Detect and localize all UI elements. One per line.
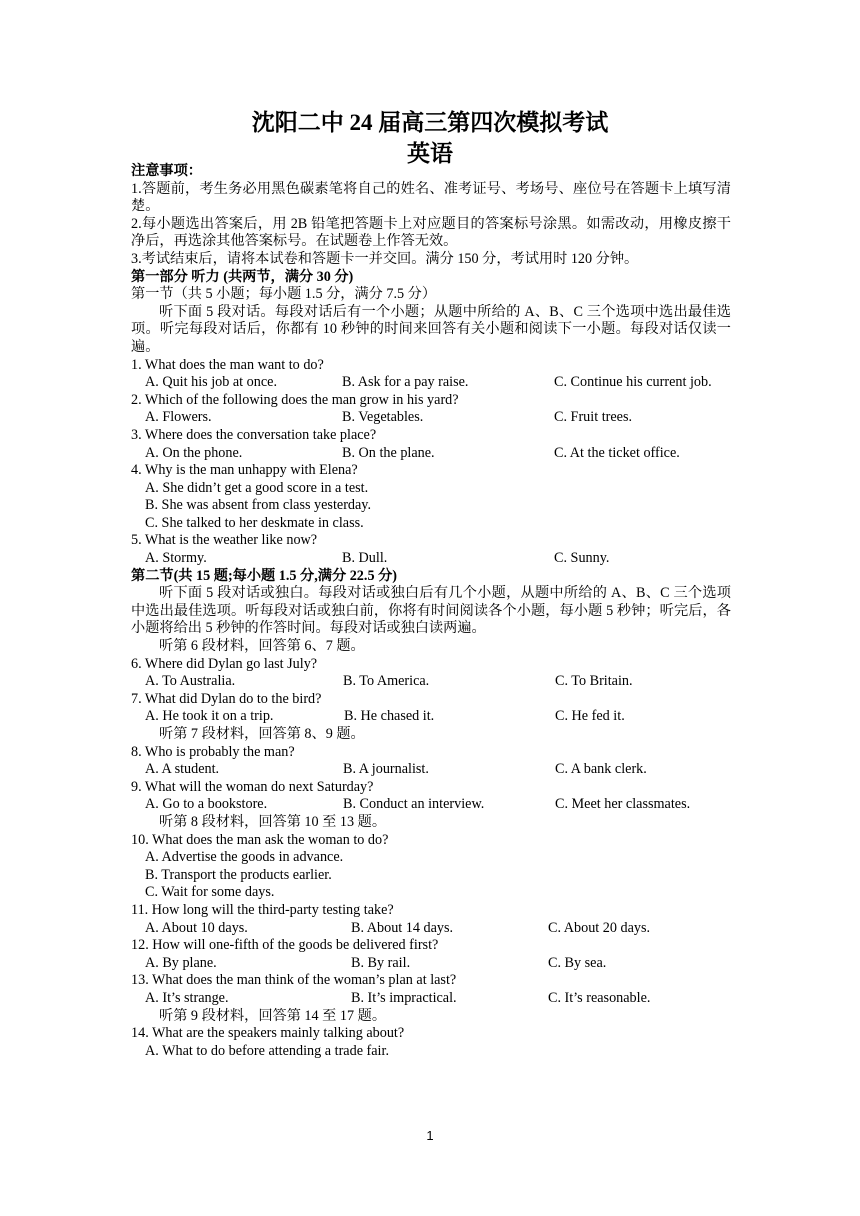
options-5 (131, 550, 731, 568)
option-b: B. By rail. (351, 954, 411, 971)
option-a: A. On the phone. (145, 444, 243, 461)
option-c: C. It’s reasonable. (548, 989, 651, 1006)
question-13: 13. What does the man think of the woman’s plan at last? (131, 972, 457, 989)
section2-heading: 第二节(共 15 题;每小题 1.5 分,满分 22.5 分) (131, 567, 398, 584)
options-8 (131, 761, 731, 779)
options-3 (131, 445, 731, 463)
option-a: A. It’s strange. (145, 989, 229, 1006)
question-9: 9. What will the woman do next Saturday? (131, 778, 374, 795)
option-b: B. It’s impractical. (351, 989, 457, 1006)
option-c: C. Wait for some days. (145, 884, 275, 901)
exam-title: 沈阳二中 24 届高三第四次模拟考试 (251, 110, 609, 135)
question-4: 4. Why is the man unhappy with Elena? (131, 462, 358, 479)
option-a: A. By plane. (145, 954, 217, 971)
option-b: B. Vegetables. (342, 409, 424, 426)
option-c: C. About 20 days. (548, 919, 651, 936)
question-5: 5. What is the weather like now? (131, 532, 318, 549)
option-a: A. What to do before attending a trade fair. (145, 1042, 389, 1059)
option-c: C. At the ticket office. (554, 444, 680, 461)
options-2 (131, 409, 731, 427)
option-c: C. Fruit trees. (554, 409, 633, 426)
option-b: B. She was absent from class yesterday. (145, 497, 372, 514)
option-c: C. To Britain. (555, 673, 633, 690)
option-c: C. She talked to her deskmate in class. (145, 514, 364, 531)
question-12: 12. How will one-fifth of the goods be delivered first? (131, 937, 439, 954)
page-number: 1 (426, 1128, 434, 1143)
option-a: A. Flowers. (145, 409, 212, 426)
option-b: B. He chased it. (344, 708, 435, 725)
section1-instructions: 听下面 5 段对话。每段对话后有一个小题；从题中所给的 A、B、C 三个选项中选出最佳选项。听完每段对话后，你都有 10 秒钟的时间来回答有关小题和阅读下一小题。每段对话仅读一遍。 (131, 303, 731, 355)
option-a: A. To Australia. (145, 673, 236, 690)
option-c: C. Sunny. (554, 550, 610, 567)
question-8: 8. Who is probably the man? (131, 743, 295, 760)
notes-heading: 注意事项： (131, 163, 202, 179)
options-7 (131, 708, 731, 726)
material-8: 听第 8 段材料，回答第 10 至 13 题。 (159, 813, 387, 830)
option-b: B. Transport the products earlier. (145, 866, 332, 883)
question-2: 2. Which of the following does the man grow in his yard? (131, 391, 459, 408)
options-1 (131, 374, 731, 392)
question-3: 3. Where does the conversation take place? (131, 426, 377, 443)
question-10: 10. What does the man ask the woman to do? (131, 831, 389, 848)
option-a: A. She didn’t get a good score in a test. (145, 479, 369, 496)
option-a: A. Go to a bookstore. (145, 796, 268, 813)
options-11 (131, 920, 731, 938)
question-7: 7. What did Dylan do to the bird? (131, 690, 322, 707)
option-b: B. Dull. (342, 550, 388, 567)
options-13 (131, 990, 731, 1008)
option-b: B. Conduct an interview. (343, 796, 485, 813)
option-b: B. About 14 days. (351, 919, 454, 936)
question-11: 11. How long will the third-party testing take? (131, 901, 394, 918)
option-a: A. About 10 days. (145, 919, 248, 936)
option-c: C. Continue his current job. (554, 374, 712, 391)
option-c: C. By sea. (548, 954, 607, 971)
option-b: B. To America. (343, 673, 430, 690)
part1-heading: 第一部分 听力 (共两节，满分 30 分) (131, 268, 354, 285)
section2-instructions: 听下面 5 段对话或独白。每段对话或独白后有几个小题，从题中所给的 A、B、C 三个选项中选出最佳选项。听每段对话或独白前，你将有时间阅读各个小题，每小题 5 秒钟；听完后，各小题将给出 5 秒钟的作答时间。每段对话或独白读两遍。 (131, 585, 731, 637)
options-12 (131, 955, 731, 973)
option-a: A. Stormy. (145, 550, 207, 567)
material-7: 听第 7 段材料，回答第 8、9 题。 (159, 726, 365, 742)
option-b: B. Ask for a pay raise. (342, 374, 469, 391)
question-6: 6. Where did Dylan go last July? (131, 655, 318, 672)
option-c: C. Meet her classmates. (555, 796, 691, 813)
question-14: 14. What are the speakers mainly talking about? (131, 1025, 405, 1042)
options-6 (131, 673, 731, 691)
subject-title: 英语 (407, 141, 453, 166)
exam-body (131, 163, 731, 1060)
note-3: 3.考试结束后，请将本试卷和答题卡一并交回。满分 150 分，考试用时 120 分钟。 (131, 250, 639, 267)
option-c: C. A bank clerk. (555, 761, 647, 778)
note-2: 2.每小题选出答案后，用 2B 铅笔把答题卡上对应题目的答案标号涂黑。如需改动，用橡皮擦干净后，再选涂其他答案标号。在试题卷上作答无效。 (131, 215, 731, 250)
option-c: C. He fed it. (555, 708, 625, 725)
option-a: A. Advertise the goods in advance. (145, 849, 344, 866)
option-a: A. He took it on a trip. (145, 708, 274, 725)
option-a: A. Quit his job at once. (145, 374, 278, 391)
note-1: 1.答题前，考生务必用黑色碳素笔将自己的姓名、准考证号、考场号、座位号在答题卡上填写清楚。 (131, 180, 731, 215)
options-9 (131, 796, 731, 814)
material-9: 听第 9 段材料，回答第 14 至 17 题。 (159, 1007, 387, 1024)
material-6: 听第 6 段材料，回答第 6、7 题。 (159, 638, 365, 655)
option-a: A. A student. (145, 761, 220, 778)
question-1: 1. What does the man want to do? (131, 356, 324, 373)
option-b: B. A journalist. (343, 761, 429, 778)
section1-heading: 第一节（共 5 小题；每小题 1.5 分，满分 7.5 分） (131, 286, 437, 303)
option-b: B. On the plane. (342, 444, 435, 461)
